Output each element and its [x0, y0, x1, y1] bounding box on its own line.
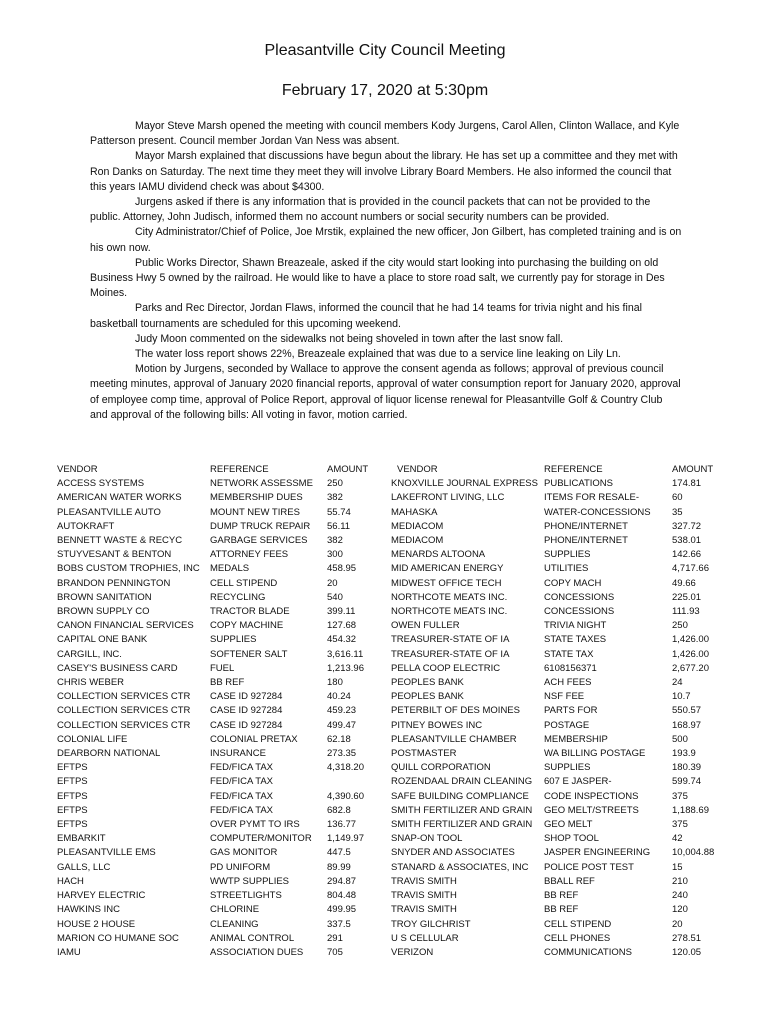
bill-row — [391, 633, 732, 647]
reference-cell: JASPER ENGINEERING — [544, 847, 651, 859]
vendor-cell: AMERICAN WATER WORKS — [57, 492, 182, 504]
reference-cell: PD UNIFORM — [210, 861, 271, 873]
vendor-cell: STUYVESANT & BENTON — [57, 549, 172, 561]
minutes-paragraph: Judy Moon commented on the sidewalks not being shoveled in town after the last snow fall. — [135, 332, 564, 345]
vendor-cell: TRAVIS SMITH — [391, 890, 457, 902]
amount-header: AMOUNT — [672, 464, 714, 475]
bill-row — [57, 846, 387, 860]
vendor-cell: EFTPS — [57, 762, 88, 774]
amount-cell: 540 — [327, 591, 343, 603]
amount-cell: 120 — [672, 904, 688, 916]
reference-cell: DUMP TRUCK REPAIR — [210, 520, 311, 532]
reference-cell: PHONE/INTERNET — [544, 520, 628, 532]
bill-row — [57, 761, 387, 775]
bill-row — [391, 875, 732, 889]
minutes-paragraph: The water loss report shows 22%, Breazeale explained that was due to a service line leaking on Lily Ln. — [135, 348, 621, 361]
amount-cell: 180 — [327, 677, 343, 689]
vendor-cell: NORTHCOTE MEATS INC. — [391, 606, 508, 618]
bill-row — [57, 861, 387, 875]
reference-cell: CODE INSPECTIONS — [544, 790, 639, 802]
reference-cell: SUPPLIES — [544, 762, 591, 774]
bill-row — [57, 506, 387, 520]
bill-row — [391, 676, 732, 690]
amount-cell: 89.99 — [327, 861, 351, 873]
amount-cell: 399.11 — [327, 606, 356, 618]
vendor-cell: COLLECTION SERVICES CTR — [57, 691, 191, 703]
reference-cell: PUBLICATIONS — [544, 478, 613, 490]
reference-cell: WATER-CONCESSIONS — [544, 506, 651, 518]
vendor-cell: MEDIACOM — [391, 520, 444, 532]
amount-cell: 120.05 — [672, 946, 702, 958]
reference-cell: CELL STIPEND — [544, 918, 612, 930]
bill-row — [57, 918, 387, 932]
reference-cell: GEO MELT — [544, 819, 593, 831]
reference-cell: CONCESSIONS — [544, 591, 615, 603]
vendor-cell: MAHASKA — [391, 506, 438, 518]
vendor-cell: HARVEY ELECTRIC — [57, 890, 146, 902]
amount-cell: 337.5 — [327, 918, 351, 930]
minutes-paragraph: Parks and Rec Director, Jordan Flaws, informed the council that he had 14 teams for trivia night and his final basketball tournaments are scheduled for this upcoming weekend. — [90, 302, 642, 330]
bill-row — [391, 733, 732, 747]
vendor-cell: AUTOKRAFT — [57, 520, 115, 532]
reference-cell: UTILITIES — [544, 563, 589, 575]
amount-cell: 447.5 — [327, 847, 351, 859]
bill-row — [391, 591, 732, 605]
amount-cell: 10.7 — [672, 691, 691, 703]
amount-cell: 538.01 — [672, 535, 702, 547]
bill-row — [57, 804, 387, 818]
bill-row — [57, 491, 387, 505]
bill-row — [57, 733, 387, 747]
vendor-cell: MID AMERICAN ENERGY — [391, 563, 504, 575]
reference-cell: COPY MACH — [544, 577, 602, 589]
amount-cell: 240 — [672, 890, 688, 902]
reference-cell: NETWORK ASSESSME — [210, 478, 313, 490]
vendor-cell: ACCESS SYSTEMS — [57, 478, 145, 490]
bill-row — [57, 832, 387, 846]
bill-row — [57, 577, 387, 591]
reference-cell: RECYCLING — [210, 591, 266, 603]
meeting-date: February 17, 2020 at 5:30pm — [281, 82, 489, 99]
vendor-cell: EFTPS — [57, 819, 88, 831]
vendor-cell: PEOPLES BANK — [391, 677, 464, 689]
bill-row — [57, 534, 387, 548]
amount-cell: 382 — [327, 492, 343, 504]
bill-row — [391, 506, 732, 520]
reference-cell: MEMBERSHIP — [544, 733, 608, 745]
amount-cell: 1,149.97 — [327, 833, 364, 845]
bill-row — [57, 889, 387, 903]
bill-row — [391, 775, 732, 789]
amount-cell: 42 — [672, 833, 683, 845]
reference-cell: GARBAGE SERVICES — [210, 535, 308, 547]
vendor-cell: CASEY'S BUSINESS CARD — [57, 662, 178, 674]
amount-cell: 168.97 — [672, 719, 702, 731]
amount-cell: 550.57 — [672, 705, 702, 717]
minutes-paragraph: Mayor Steve Marsh opened the meeting with council members Kody Jurgens, Carol Allen, Clinton Wallace, and Kyle Patterson present. Council member Jordan Van Ness was absent. — [90, 120, 680, 148]
vendor-cell: MIDWEST OFFICE TECH — [391, 577, 502, 589]
reference-cell: FED/FICA TAX — [210, 776, 273, 788]
bill-row — [391, 520, 732, 534]
bill-row — [57, 633, 387, 647]
vendor-cell: PEOPLES BANK — [391, 691, 464, 703]
amount-cell: 10,004.88 — [672, 847, 715, 859]
bill-row — [57, 548, 387, 562]
bills-header-row — [57, 463, 387, 477]
reference-cell: ACH FEES — [544, 677, 592, 689]
reference-cell: CLEANING — [210, 918, 259, 930]
reference-cell: BBALL REF — [544, 875, 595, 887]
reference-cell: CELL STIPEND — [210, 577, 278, 589]
bill-row — [57, 946, 387, 960]
bill-row — [57, 719, 387, 733]
vendor-cell: BRANDON PENNINGTON — [57, 577, 171, 589]
reference-cell: COMPUTER/MONITOR — [210, 833, 312, 845]
vendor-cell: SAFE BUILDING COMPLIANCE — [391, 790, 529, 802]
bill-row — [57, 619, 387, 633]
bill-row — [391, 619, 732, 633]
amount-cell: 60 — [672, 492, 683, 504]
bill-row — [57, 662, 387, 676]
bill-row — [57, 477, 387, 491]
bill-row — [57, 818, 387, 832]
vendor-cell: COLLECTION SERVICES CTR — [57, 719, 191, 731]
amount-cell: 499.95 — [327, 904, 357, 916]
reference-cell: ITEMS FOR RESALE- — [544, 492, 640, 504]
bill-row — [391, 690, 732, 704]
reference-cell: BB REF — [210, 677, 245, 689]
bill-row — [57, 875, 387, 889]
reference-cell: ANIMAL CONTROL — [210, 932, 295, 944]
bill-row — [391, 605, 732, 619]
vendor-cell: OWEN FULLER — [391, 620, 460, 632]
reference-cell: STATE TAX — [544, 648, 594, 660]
amount-cell: 49.66 — [672, 577, 696, 589]
vendor-cell: BENNETT WASTE & RECYC — [57, 535, 183, 547]
vendor-cell: EFTPS — [57, 804, 88, 816]
vendor-cell: BROWN SUPPLY CO — [57, 606, 150, 618]
bill-row — [391, 846, 732, 860]
vendor-cell: PLEASANTVILLE EMS — [57, 847, 156, 859]
vendor-cell: DEARBORN NATIONAL — [57, 748, 161, 760]
reference-cell: INSURANCE — [210, 748, 266, 760]
reference-cell: STATE TAXES — [544, 634, 607, 646]
vendor-cell: SMITH FERTILIZER AND GRAIN — [391, 819, 533, 831]
bill-row — [391, 903, 732, 917]
reference-cell: SUPPLIES — [210, 634, 257, 646]
bill-row — [391, 477, 732, 491]
bill-row — [57, 932, 387, 946]
amount-cell: 127.68 — [327, 620, 357, 632]
vendor-cell: EMBARKIT — [57, 833, 106, 845]
reference-cell: 6108156371 — [544, 662, 597, 674]
amount-cell: 375 — [672, 819, 688, 831]
minutes-paragraph: Jurgens asked if there is any information that is provided in the council packets that can not be provided to the public. Attorney, John Judisch, informed them no account numbers or social security numbers can be provided. — [90, 196, 651, 224]
amount-cell: 136.77 — [327, 819, 357, 831]
bill-row — [391, 790, 732, 804]
amount-cell: 15 — [672, 861, 683, 873]
vendor-cell: CANON FINANCIAL SERVICES — [57, 620, 194, 632]
reference-cell: MEDALS — [210, 563, 250, 575]
bill-row — [391, 662, 732, 676]
vendor-cell: TREASURER-STATE OF IA — [391, 634, 510, 646]
vendor-cell: VERIZON — [391, 946, 434, 958]
vendor-cell: PITNEY BOWES INC — [391, 719, 483, 731]
reference-cell: BB REF — [544, 890, 579, 902]
amount-cell: 499.47 — [327, 719, 357, 731]
bill-row — [391, 761, 732, 775]
bill-row — [391, 832, 732, 846]
page-title: Pleasantville City Council Meeting — [264, 42, 506, 59]
reference-cell: GAS MONITOR — [210, 847, 278, 859]
amount-cell — [327, 775, 387, 789]
reference-cell: FED/FICA TAX — [210, 762, 273, 774]
bill-row — [57, 648, 387, 662]
amount-cell: 375 — [672, 790, 688, 802]
vendor-cell: ROZENDAAL DRAIN CLEANING — [391, 776, 533, 788]
vendor-cell: U S CELLULAR — [391, 932, 459, 944]
bill-row — [391, 548, 732, 562]
bill-row — [391, 534, 732, 548]
reference-cell: MEMBERSHIP DUES — [210, 492, 303, 504]
vendor-cell: HOUSE 2 HOUSE — [57, 918, 136, 930]
minutes-paragraph: Motion by Jurgens, seconded by Wallace to approve the consent agenda as follows; approval of previous council meeting minutes, approval of January 2020 financial reports, approval of water consumption report for January 2020, approval of employee comp time, approval of Police Report, approval of liquor license renewal for Pleasantville Golf & Country Club and approval of the following bills: All voting in favor, motion carried. — [90, 363, 681, 421]
amount-cell: 250 — [672, 620, 688, 632]
reference-cell: CONCESSIONS — [544, 606, 615, 618]
amount-cell: 459.23 — [327, 705, 357, 717]
bill-row — [57, 775, 387, 789]
amount-header: AMOUNT — [327, 464, 369, 475]
bill-row — [57, 562, 387, 576]
minutes-paragraph: Public Works Director, Shawn Breazeale, asked if the city would start looking into purchasing the building on old Business Hwy 5 owned by the railroad. He would like to have a place to store road salt, we currently pay for storage in Des Moines. — [90, 256, 665, 300]
amount-cell: 1,426.00 — [672, 634, 709, 646]
amount-cell: 1,188.69 — [672, 804, 709, 816]
bills-table-right — [391, 463, 732, 960]
reference-cell: ATTORNEY FEES — [210, 549, 289, 561]
vendor-cell: PLEASANTVILLE AUTO — [57, 506, 161, 518]
reference-cell: COMMUNICATIONS — [544, 946, 632, 958]
bill-row — [391, 861, 732, 875]
bill-row — [391, 918, 732, 932]
amount-cell: 705 — [327, 946, 343, 958]
reference-cell: TRACTOR BLADE — [210, 606, 290, 618]
vendor-cell: LAKEFRONT LIVING, LLC — [391, 492, 505, 504]
reference-cell: COPY MACHINE — [210, 620, 284, 632]
bill-row — [57, 903, 387, 917]
vendor-cell: TRAVIS SMITH — [391, 875, 457, 887]
amount-cell: 458.95 — [327, 563, 357, 575]
reference-cell: SOFTENER SALT — [210, 648, 288, 660]
vendor-cell: KNOXVILLE JOURNAL EXPRESS — [391, 478, 538, 490]
reference-cell: CELL PHONES — [544, 932, 611, 944]
bill-row — [391, 747, 732, 761]
reference-cell: COLONIAL PRETAX — [210, 733, 298, 745]
amount-cell: 4,717.66 — [672, 563, 709, 575]
vendor-cell: QUILL CORPORATION — [391, 762, 491, 774]
amount-cell: 193.9 — [672, 748, 696, 760]
bill-row — [57, 591, 387, 605]
bill-row — [391, 889, 732, 903]
amount-cell: 804.48 — [327, 890, 357, 902]
amount-cell: 682.8 — [327, 804, 351, 816]
amount-cell: 55.74 — [327, 506, 351, 518]
reference-cell: CASE ID 927284 — [210, 705, 283, 717]
amount-cell: 327.72 — [672, 520, 702, 532]
vendor-cell: BROWN SANITATION — [57, 591, 152, 603]
amount-cell: 300 — [327, 549, 343, 561]
reference-cell: CHLORINE — [210, 904, 260, 916]
amount-cell: 382 — [327, 535, 343, 547]
bill-row — [391, 818, 732, 832]
vendor-cell: MENARDS ALTOONA — [391, 549, 486, 561]
amount-cell: 454.32 — [327, 634, 357, 646]
vendor-cell: HAWKINS INC — [57, 904, 120, 916]
amount-cell: 4,318.20 — [327, 762, 364, 774]
amount-cell: 24 — [672, 677, 683, 689]
vendor-cell: CARGILL, INC. — [57, 648, 122, 660]
vendor-cell: BOBS CUSTOM TROPHIES, INC — [57, 563, 200, 575]
reference-cell: NSF FEE — [544, 691, 585, 703]
reference-cell: PHONE/INTERNET — [544, 535, 628, 547]
reference-cell: BB REF — [544, 904, 579, 916]
bill-row — [57, 790, 387, 804]
vendor-cell: CAPITAL ONE BANK — [57, 634, 148, 646]
bill-row — [391, 648, 732, 662]
reference-cell: STREETLIGHTS — [210, 890, 282, 902]
reference-cell: PARTS FOR — [544, 705, 598, 717]
bill-row — [57, 690, 387, 704]
amount-cell: 250 — [327, 478, 343, 490]
amount-cell: 278.51 — [672, 932, 702, 944]
vendor-header: VENDOR — [57, 464, 98, 475]
vendor-cell: HACH — [57, 875, 84, 887]
bill-row — [391, 577, 732, 591]
vendor-cell: TROY GILCHRIST — [391, 918, 471, 930]
vendor-cell: SNYDER AND ASSOCIATES — [391, 847, 515, 859]
reference-cell: CASE ID 927284 — [210, 719, 283, 731]
reference-cell: POLICE POST TEST — [544, 861, 634, 873]
reference-header: REFERENCE — [544, 464, 603, 475]
vendor-cell: TRAVIS SMITH — [391, 904, 457, 916]
bill-row — [391, 719, 732, 733]
amount-cell: 56.11 — [327, 520, 351, 532]
minutes-paragraph: Mayor Marsh explained that discussions have begun about the library. He has set up a committee and they met with Ron Danks on Saturday. The next time they meet they will involve Library Board Members. He also informed the council that this years IAMU dividend check was about $4300. — [90, 150, 678, 193]
vendor-cell: EFTPS — [57, 790, 88, 802]
vendor-cell: SMITH FERTILIZER AND GRAIN — [391, 804, 533, 816]
reference-header: REFERENCE — [210, 464, 269, 475]
vendor-cell: COLONIAL LIFE — [57, 733, 128, 745]
amount-cell: 35 — [672, 506, 683, 518]
reference-cell: SUPPLIES — [544, 549, 591, 561]
reference-cell: CASE ID 927284 — [210, 691, 283, 703]
amount-cell: 1,426.00 — [672, 648, 709, 660]
vendor-header: VENDOR — [397, 464, 438, 475]
minutes-paragraph: City Administrator/Chief of Police, Joe Mrstik, explained the new officer, Jon Gilbert, has completed training and is on his own now. — [90, 226, 682, 254]
amount-cell: 225.01 — [672, 591, 702, 603]
reference-cell: 607 E JASPER- — [544, 776, 612, 788]
vendor-cell: POSTMASTER — [391, 748, 457, 760]
vendor-cell: PLEASANTVILLE CHAMBER — [391, 733, 517, 745]
amount-cell: 174.81 — [672, 478, 702, 490]
amount-cell: 294.87 — [327, 875, 357, 887]
reference-cell: TRIVIA NIGHT — [544, 620, 607, 632]
vendor-cell: PETERBILT OF DES MOINES — [391, 705, 520, 717]
amount-cell: 3,616.11 — [327, 648, 364, 660]
amount-cell: 1,213.96 — [327, 662, 364, 674]
amount-cell: 62.18 — [327, 733, 351, 745]
reference-cell: WA BILLING POSTAGE — [544, 748, 646, 760]
amount-cell: 180.39 — [672, 762, 702, 774]
bill-row — [57, 676, 387, 690]
vendor-cell: EFTPS — [57, 776, 88, 788]
reference-cell: ASSOCIATION DUES — [210, 946, 304, 958]
reference-cell: OVER PYMT TO IRS — [210, 819, 300, 831]
meeting-minutes — [90, 119, 682, 423]
amount-cell: 40.24 — [327, 691, 351, 703]
amount-cell: 291 — [327, 932, 343, 944]
vendor-cell: STANARD & ASSOCIATES, INC — [391, 861, 529, 873]
vendor-cell: PELLA COOP ELECTRIC — [391, 662, 501, 674]
amount-cell: 4,390.60 — [327, 790, 364, 802]
amount-cell: 20 — [672, 918, 683, 930]
bill-row — [57, 520, 387, 534]
vendor-cell: SNAP-ON TOOL — [391, 833, 463, 845]
bill-row — [57, 704, 387, 718]
vendor-cell: MEDIACOM — [391, 535, 444, 547]
vendor-cell: TREASURER-STATE OF IA — [391, 648, 510, 660]
amount-cell: 111.93 — [672, 606, 700, 618]
bill-row — [57, 747, 387, 761]
vendor-cell: MARION CO HUMANE SOC — [57, 932, 179, 944]
vendor-cell: CHRIS WEBER — [57, 677, 125, 689]
reference-cell: GEO MELT/STREETS — [544, 804, 639, 816]
reference-cell: POSTAGE — [544, 719, 590, 731]
reference-cell: FED/FICA TAX — [210, 790, 273, 802]
bills-header-row — [391, 463, 732, 477]
amount-cell: 273.35 — [327, 748, 357, 760]
reference-cell: MOUNT NEW TIRES — [210, 506, 300, 518]
reference-cell: FED/FICA TAX — [210, 804, 273, 816]
bill-row — [57, 605, 387, 619]
reference-cell: WWTP SUPPLIES — [210, 875, 290, 887]
amount-cell: 210 — [672, 875, 688, 887]
bills-table-left — [57, 463, 387, 960]
bill-row — [391, 491, 732, 505]
bill-row — [391, 704, 732, 718]
reference-cell: SHOP TOOL — [544, 833, 599, 845]
vendor-cell: COLLECTION SERVICES CTR — [57, 705, 191, 717]
bill-row — [391, 932, 732, 946]
amount-cell: 500 — [672, 733, 688, 745]
bill-row — [391, 946, 732, 960]
vendor-cell: IAMU — [57, 946, 81, 958]
amount-cell: 2,677.20 — [672, 662, 709, 674]
amount-cell: 20 — [327, 577, 338, 589]
reference-cell: FUEL — [210, 662, 235, 674]
bill-row — [391, 562, 732, 576]
bill-row — [391, 804, 732, 818]
vendor-cell: GALLS, LLC — [57, 861, 111, 873]
amount-cell: 142.66 — [672, 549, 702, 561]
vendor-cell: NORTHCOTE MEATS INC. — [391, 591, 508, 603]
amount-cell: 599.74 — [672, 776, 702, 788]
